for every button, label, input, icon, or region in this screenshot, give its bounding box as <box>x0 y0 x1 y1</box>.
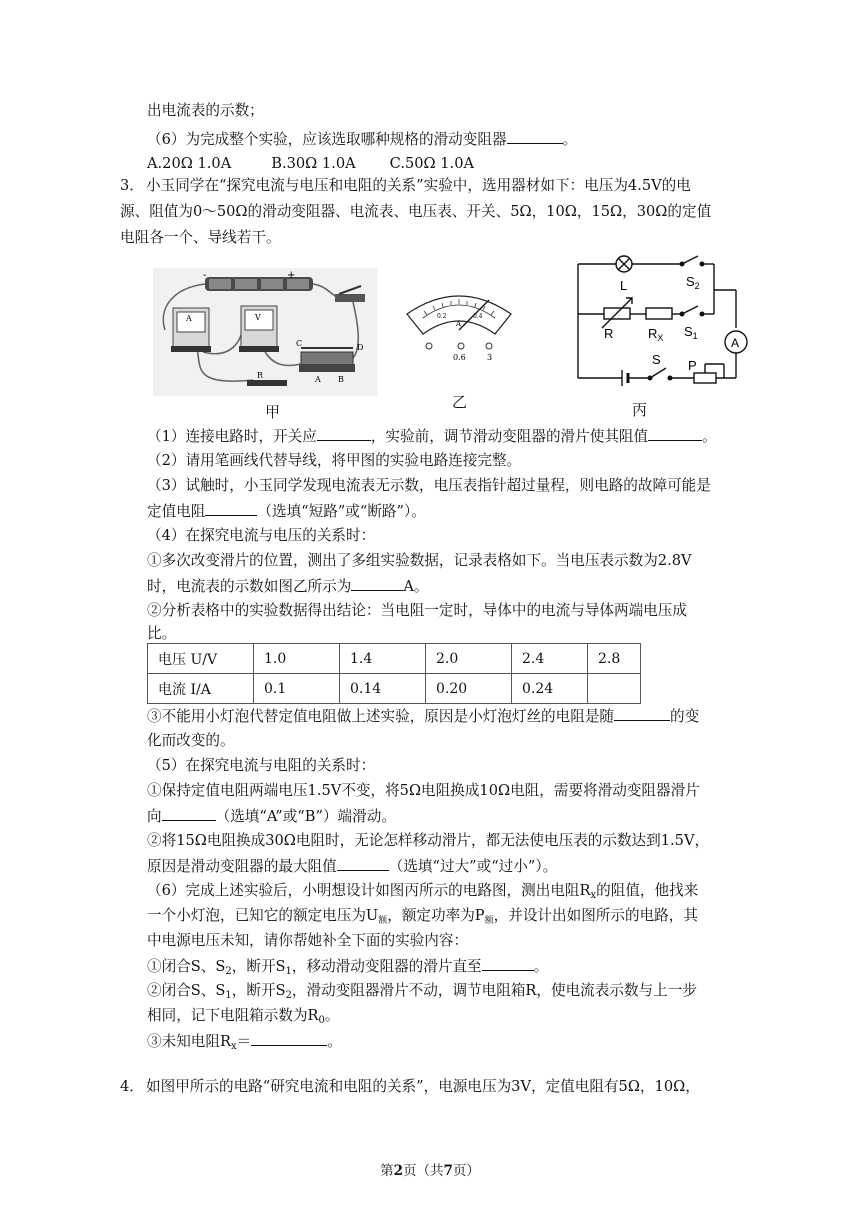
q3-text-line: 源、阻值为0～50Ω的滑动变阻器、电流表、电压表、开关、5Ω，10Ω，15Ω，30Ω的定值 <box>120 203 712 220</box>
answer-blank[interactable] <box>337 856 389 871</box>
table-row <box>148 674 641 704</box>
answer-blank[interactable] <box>351 576 403 591</box>
figure-jia-caption: 甲 <box>265 403 281 421</box>
q3-part1: （1）连接电路时，开关应 ，实验前，调节滑动变阻器的滑片使其阻值 。 <box>147 428 717 445</box>
answer-blank[interactable] <box>251 1031 327 1046</box>
total-pages-number: 7 <box>443 1163 453 1179</box>
q3-part4-3: ③不能用小灯泡代替定值电阻做上述实验，原因是小灯泡灯丝的电阻是随 的变 <box>147 708 700 725</box>
answer-blank[interactable] <box>482 956 534 971</box>
circuit-diagram <box>572 252 752 392</box>
switch-s2-label: $S_2$ <box>686 274 700 291</box>
q3-part6-step1: ①闭合S、$S_2$，断开$S_1$，移动滑动变阻器的滑片直至 。 <box>147 958 549 977</box>
rheostat-terminal-b: B <box>338 375 344 384</box>
rheostat-terminal-a: A <box>315 375 321 384</box>
dial-tick-0-4: 0.4 <box>473 313 483 320</box>
option-a: A.20Ω 1.0A <box>147 155 232 172</box>
voltmeter-label: V <box>255 313 261 322</box>
q3-text-line: 小玉同学在“探究电流与电压和电阻的关系”实验中，选用器材如下：电压为4.5V的电 <box>146 177 691 194</box>
terminal-0-6-label: 0.6 <box>453 353 466 362</box>
q3-part2: （2）请用笔画线代替导线，将甲图的实验电路连接完整。 <box>147 452 522 469</box>
q4-text-line: 如图甲所示的电路“研究电流和电阻的关系”，电源电压为3V，定值电阻有5Ω，10Ω， <box>146 1078 700 1095</box>
answer-blank[interactable] <box>162 806 216 821</box>
q3-text-line: 电阻各一个、导线若干。 <box>120 229 281 246</box>
table-cell: 0.20 <box>426 674 512 704</box>
q3-part5-1-cont: 向 （选填“A”或“B”）端滑动。 <box>147 808 396 825</box>
q3-part6: （6）完成上述实验后，小明想设计如图丙所示的电路图，测出电阻$R_x$的阻值，他找来 <box>147 882 699 901</box>
table-cell: 0.14 <box>340 674 426 704</box>
switch-s1-label: $S_1$ <box>684 324 698 341</box>
table-cell: 2.8 <box>588 644 641 674</box>
rx-label: $R_X$ <box>648 326 664 343</box>
battery-plus-label: + <box>287 270 296 281</box>
q3-part5-1: ①保持定值电阻两端电压1.5V不变，将5Ω电阻换成10Ω电阻，需要将滑动变阻器滑片 <box>147 782 700 799</box>
lamp-label: L <box>620 278 628 293</box>
answer-blank[interactable] <box>507 129 563 144</box>
q3-part4-1-cont: 时，电流表的示数如图乙所示为 A。 <box>147 578 429 595</box>
apparatus-diagram <box>153 268 377 396</box>
q3-number: 3． <box>120 177 144 194</box>
q3-part5-2-cont: 原因是滑动变阻器的最大阻值 （选填“过大”或“过小”）。 <box>147 858 558 875</box>
q3-part4: （4）在探究电流与电压的关系时： <box>147 527 376 544</box>
data-table <box>147 643 641 704</box>
figure-jia <box>153 268 377 396</box>
ammeter-symbol-label: A <box>731 336 740 350</box>
option-c: C.50Ω 1.0A <box>389 155 475 172</box>
table-cell: 2.4 <box>512 644 588 674</box>
table-cell[interactable] <box>588 674 641 704</box>
q3-part6-cont: 中电源电压未知，请你帮她补全下面的实验内容： <box>147 932 469 949</box>
terminal-3-label: 3 <box>487 353 493 362</box>
table-cell: 1.0 <box>254 644 340 674</box>
q3-part5: （5）在探究电流与电阻的关系时： <box>147 757 376 774</box>
q3-part6-cont: 一个小灯泡，已知它的额定电压为$U_额$，额定功率为$P_额$，并设计出如图所示的电路，其 <box>147 907 698 926</box>
q3-part4-2: ②分析表格中的实验数据得出结论：当电阻一定时，导体中的电流与导体两端电压成 <box>147 602 687 619</box>
q3-part4-1: ①多次改变滑片的位置，测出了多组实验数据，记录表格如下。当电压表示数为2.8V <box>147 552 692 569</box>
option-b: B.30Ω 1.0A <box>271 155 356 172</box>
q2-part6: （6）为完成整个实验，应该选取哪种规格的滑动变阻器 。 <box>147 131 578 148</box>
resistance-box-label: R <box>604 326 614 341</box>
figure-bing <box>572 252 752 392</box>
table-cell: 0.24 <box>512 674 588 704</box>
dial-tick-0-2: 0.2 <box>437 313 447 320</box>
answer-blank[interactable] <box>205 501 257 516</box>
q3-part5-2: ②将15Ω电阻换成30Ω电阻时，无论怎样移动滑片，都无法使电压表的示数达到1.5V， <box>147 832 710 849</box>
table-header-cell: 电压 U/V <box>148 644 254 674</box>
figure-bing-caption: 丙 <box>632 401 648 419</box>
table-cell: 0.1 <box>254 674 340 704</box>
resistor-label: R <box>257 371 264 380</box>
table-cell: 1.4 <box>340 644 426 674</box>
ammeter-dial <box>403 282 515 362</box>
battery-minus-label: - <box>203 270 207 281</box>
q3-part6-step2: ②闭合S、$S_1$，断开$S_2$，滑动变阻器滑片不动，调节电阻箱R，使电流表示数与上一步 <box>147 982 697 1001</box>
q3-part6-step3: ③未知电阻$R_x=$ 。 <box>147 1033 342 1052</box>
current-page-number: 2 <box>393 1163 403 1179</box>
q3-part3-cont: 定值电阻 （选填“短路”或“断路”）。 <box>147 503 426 520</box>
q3-part6-step2-cont: 相同，记下电阻箱示数为$R_0$。 <box>147 1007 340 1026</box>
page-footer: 第2页（共7页） <box>380 1163 480 1179</box>
rheostat-terminal-c: C <box>296 339 303 348</box>
slider-p-label: P <box>688 358 697 373</box>
q3-part4-3-cont: 化而改变的。 <box>147 732 235 749</box>
q3-part4-2-cont: 比。 <box>147 625 177 642</box>
ammeter-label: A <box>186 314 192 323</box>
table-row <box>148 644 641 674</box>
figure-yi-caption: 乙 <box>452 393 468 411</box>
rheostat-terminal-d: D <box>357 343 364 352</box>
q2-text-line: 出电流表的示数； <box>147 102 264 119</box>
table-header-cell: 电流 I/A <box>148 674 254 704</box>
switch-s-label: S <box>652 352 661 367</box>
q3-part3: （3）试触时，小玉同学发现电流表无示数，电压表指针超过量程，则电路的故障可能是 <box>147 477 711 494</box>
figure-yi <box>403 282 515 362</box>
q2-options <box>147 154 474 174</box>
q4-number: 4． <box>120 1078 144 1095</box>
answer-blank[interactable] <box>614 706 670 721</box>
dial-unit-label: A <box>456 320 462 328</box>
answer-blank[interactable] <box>648 426 702 441</box>
answer-blank[interactable] <box>317 426 371 441</box>
table-cell: 2.0 <box>426 644 512 674</box>
